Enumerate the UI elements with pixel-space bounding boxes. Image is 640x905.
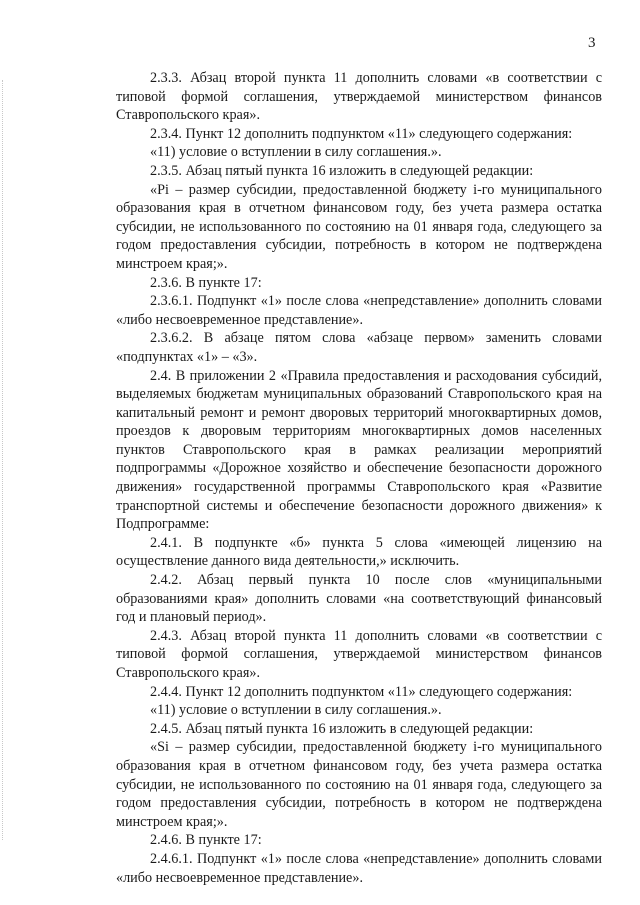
page-number: 3 bbox=[588, 35, 596, 51]
paragraph: 2.3.3. Абзац второй пункта 11 дополнить словами «в соответствии с типовой формой соглашения, утверждаемой министерством финансов Ставропольского края». bbox=[116, 70, 602, 124]
document-body bbox=[116, 69, 602, 887]
paragraph: «Pi – размер субсидии, предоставленной бюджету i-го муниципального образования края в отчетном финансовом году, без учета размера остатка субсидии, не использованного по состоянию на 01 января года, следующего за годом предоставления субсидии, потребность в котором не подтверждена минстроем края;». bbox=[116, 181, 602, 272]
paragraph: 2.4.2. Абзац первый пункта 10 после слов «муниципальными образованиями края» дополнить словами «на соответствующий финансовый год и плановый период». bbox=[116, 572, 602, 626]
paragraph: 2.3.5. Абзац пятый пункта 16 изложить в следующей редакции: bbox=[150, 162, 534, 179]
paragraph: 2.3.4. Пункт 12 дополнить подпунктом «11» следующего содержания: bbox=[150, 125, 573, 142]
paragraph: 2.4.3. Абзац второй пункта 11 дополнить словами «в соответствии с типовой формой соглашения, утверждаемой министерством финансов Ставропольского края». bbox=[116, 627, 602, 681]
paragraph: «11) условие о вступлении в силу соглашения.». bbox=[150, 144, 442, 161]
paragraph: 2.4.5. Абзац пятый пункта 16 изложить в следующей редакции: bbox=[150, 720, 534, 737]
paragraph: 2.3.6. В пункте 17: bbox=[150, 274, 262, 291]
paragraph: 2.4.1. В подпункте «б» пункта 5 слова «имеющей лицензию на осуществление данного вида деятельности,» исключить. bbox=[116, 534, 602, 570]
paragraph: «11) условие о вступлении в силу соглашения.». bbox=[150, 702, 442, 719]
paragraph: 2.3.6.1. Подпункт «1» после слова «непредставление» дополнить словами «либо несвоевременное представление». bbox=[116, 293, 602, 328]
paragraph: 2.4.4. Пункт 12 дополнить подпунктом «11» следующего содержания: bbox=[150, 683, 573, 700]
paragraph: 2.4. В приложении 2 «Правила предоставления и расходования субсидий, выделяемых бюджетам муниципальных образований Ставропольского края на капитальный ремонт и ремонт дворовых территорий многоквартирных домов, проездов к дворовым территориям многоквартирных домов населенных пунктов Ставропольского края в рамках реализации мероприятий подпрограммы «Дорожное хозяйство и обеспечение безопасности дорожного движения» государственной программы Ставропольского края «Развитие транспортной системы и обеспечение безопасности дорожного движения» к Подпрограмме: bbox=[116, 367, 602, 533]
paragraph: 2.3.6.2. В абзаце пятом слова «абзаце первом» заменить словами «подпунктах «1» – «3». bbox=[116, 330, 602, 365]
paragraph: 2.4.6. В пункте 17: bbox=[150, 832, 262, 849]
paragraph: 2.4.6.1. Подпункт «1» после слова «непредставление» дополнить словами «либо несвоевременное представление». bbox=[116, 850, 602, 886]
paragraph: «Si – размер субсидии, предоставленной бюджету i-го муниципального образования края в отчетном финансовом году, без учета размера остатка субсидии, не использованного по состоянию на 01 января года, следующего за годом предоставления субсидии, потребность в котором не подтверждена минстроем края;». bbox=[116, 739, 602, 830]
scan-margin-marks bbox=[2, 80, 6, 840]
